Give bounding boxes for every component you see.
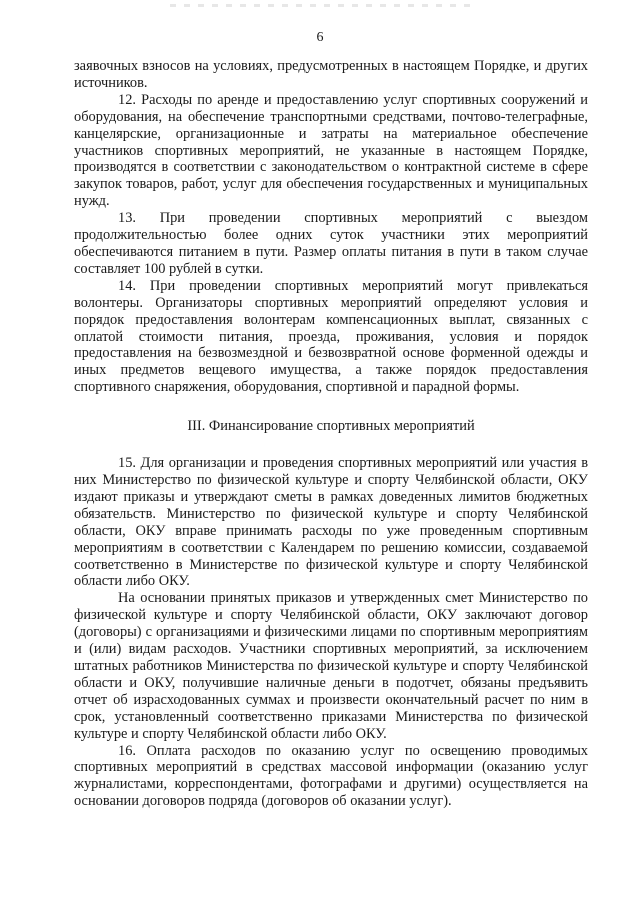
paragraph-12: 12. Расходы по аренде и предоставлению услуг спортивных сооружений и оборудования, на обеспечение транспортными средствами, почтово-телеграфные, канцелярские, организационные и затраты на материальное обеспечение участников спортивных мероприятий, не указанные в настоящем Порядке, производятся в соответствии с законодательством о контрактной системе в сфере закупок товаров, работ, услуг для обеспечения государственных и муниципальных нужд.: [74, 91, 588, 210]
paragraph-13: 13. При проведении спортивных мероприятий с выездом продолжительностью более одних суток участники этих мероприятий обеспечиваются питанием в пути. Размер оплаты питания в пути в таком случае составляет 100 рублей в сутки.: [74, 210, 588, 277]
section-heading: III. Финансирование спортивных мероприятий: [187, 418, 475, 435]
paragraph-15-contracts: На основании принятых приказов и утвержденных смет Министерство по физической культуре и спорту Челябинской области, ОКУ заключают договор (договоры) с организациями и физическими лицами по спортивным мероприятиям и (или) видам расходов. Участники спортивных мероприятий, за исключением штатных работников Министерства по физической культуре и спорту Челябинской области и ОКУ, получившие наличные деньги в подотчет, обязаны предъявить отчет об израсходованных суммах и произвести окончательный расчет по ним в срок, установленный соответственно приказами Министерства по физической культуре и спорту Челябинской области либо ОКУ.: [74, 590, 588, 742]
paragraph-16: 16. Оплата расходов по оказанию услуг по освещению проводимых спортивных мероприятий в средствах массовой информации (оказанию услуг журналистами, корреспондентами, фотографами и другими) осуществляется на основании договоров подряда (договоров об оказании услуг).: [74, 742, 588, 810]
paragraph-14: 14. При проведении спортивных мероприятий могут привлекаться волонтеры. Организаторы спортивных мероприятий определяют условия и порядок предоставления волонтерам компенсационных выплат, связанных с оплатой стоимости питания, проезда, проживания, условия и порядок предоставления на безвозмездной и безвозвратной основе форменной одежды и иных предметов вещевого имущества, а также порядок предоставления спортивного снаряжения, оборудования, спортивной и парадной формы.: [74, 277, 588, 396]
page-number: 6: [316, 30, 324, 45]
paragraph-continuation: заявочных взносов на условиях, предусмотренных в настоящем Порядке, и других источников.: [74, 58, 588, 91]
paragraph-15: 15. Для организации и проведения спортивных мероприятий или участия в них Министерство по физической культуре и спорту Челябинской области, ОКУ издают приказы и утверждают сметы в рамках доведенных лимитов бюджетных обязательств. Министерство по физической культуре и спорту Челябинской области, ОКУ вправе принимать расходы по уже проведенным спортивным мероприятиям в соответствии с Календарем по решению комиссии, создаваемой соответственно в Министерстве по физической культуре и спорту Челябинской области либо ОКУ.: [74, 455, 588, 590]
scan-artifact: [170, 4, 470, 7]
document-body: [74, 58, 588, 810]
